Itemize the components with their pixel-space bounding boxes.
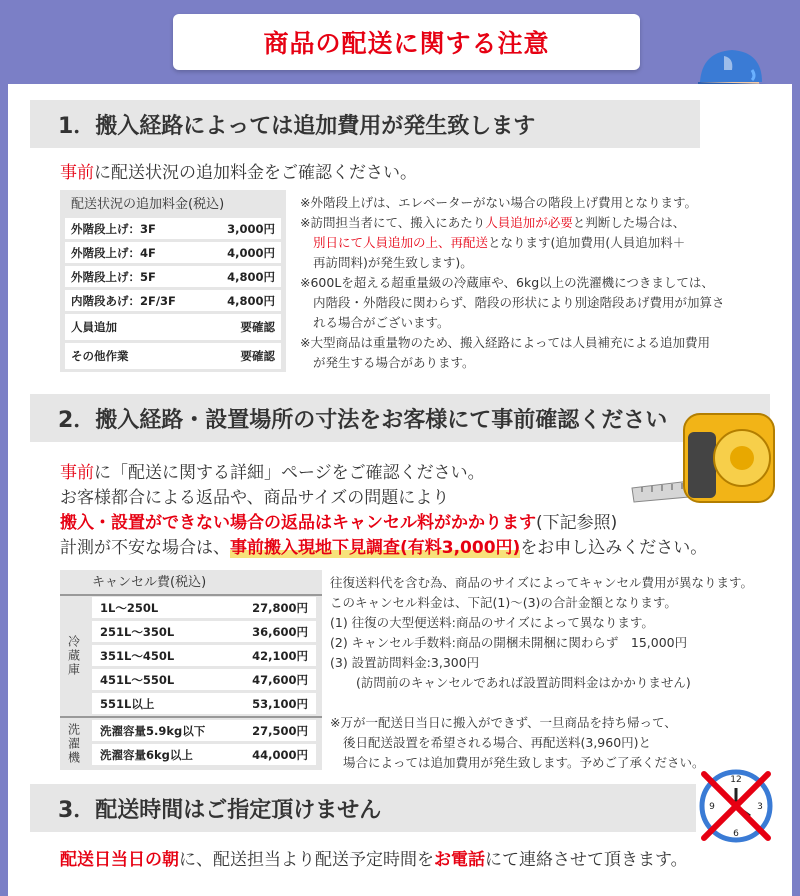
section2-line1 bbox=[60, 458, 485, 483]
row-label: 外階段上げ：5F bbox=[71, 269, 156, 284]
note-text: となります(追加費用(人員追加料＋ bbox=[488, 235, 686, 250]
row-label: 251L〜350L bbox=[100, 624, 175, 639]
note-line: 往復送料代を含む為、商品のサイズによってキャンセル費用が異なります。 bbox=[330, 575, 754, 590]
note-line: (訪問前のキャンセルであれば設置訪問料金はかかりません) bbox=[356, 675, 691, 690]
row-value: 53,100円 bbox=[252, 696, 308, 711]
row-label: 451L〜550L bbox=[100, 672, 175, 687]
table-divider bbox=[60, 594, 322, 596]
svg-text:12: 12 bbox=[730, 775, 742, 785]
row-label: 洗濯容量5.9kg以下 bbox=[100, 723, 206, 738]
table-divider bbox=[60, 716, 322, 718]
section3-line bbox=[60, 845, 688, 870]
row-label: 外階段上げ：3F bbox=[71, 221, 156, 236]
note-text: と判断した場合は、 bbox=[572, 215, 686, 230]
row-label: 内階段あげ：2F/3F bbox=[71, 293, 176, 308]
note-line: 再訪問料)が発生致します)。 bbox=[313, 255, 473, 270]
svg-text:6: 6 bbox=[733, 829, 739, 839]
section1-lead bbox=[60, 158, 417, 183]
row-value: 3,000円 bbox=[227, 221, 275, 236]
table-row bbox=[92, 645, 316, 666]
note-line: 場合によっては追加費用が発生致します。予めご了承ください。 bbox=[343, 755, 705, 770]
note-emphasis: 別日にて人員追加の上、再配送 bbox=[313, 235, 489, 250]
note-line bbox=[300, 213, 725, 233]
row-label: 人員追加 bbox=[71, 320, 117, 334]
note-line: このキャンセル料金は、下記(1)〜(3)の合計金額となります。 bbox=[330, 595, 677, 610]
line-text: にて連絡させて頂きます。 bbox=[485, 850, 688, 870]
section1-lead-emphasis: 事前 bbox=[60, 163, 94, 183]
line-emphasis: 配送日当日の朝 bbox=[60, 850, 179, 870]
extra-fee-table-header: 配送状況の追加料金(税込) bbox=[71, 197, 225, 212]
row-value: 要確認 bbox=[240, 349, 275, 363]
note-line: ※万が一配送日当日に搬入ができず、一旦商品を持ち帰って、 bbox=[330, 715, 677, 730]
row-label: 351L〜450L bbox=[100, 648, 175, 663]
line-emphasis: お電話 bbox=[434, 850, 485, 870]
section2-line3 bbox=[60, 508, 617, 533]
row-value: 4,800円 bbox=[227, 293, 275, 308]
line-emphasis: 事前搬入現地下見調査(有料3,000円) bbox=[230, 538, 521, 558]
group-label-washer: 洗濯機 bbox=[66, 723, 81, 765]
note-text: ※訪問担当者にて、搬入にあたり bbox=[300, 215, 486, 230]
line-text: (下記参照) bbox=[536, 513, 618, 533]
row-label: 洗濯容量6kg以上 bbox=[100, 747, 193, 762]
section2-line2: お客様都合による返品や、商品サイズの問題により bbox=[60, 488, 450, 508]
table-row bbox=[65, 218, 281, 239]
table-row bbox=[92, 693, 316, 714]
note-line: 後日配送設置を希望される場合、再配送料(3,960円)と bbox=[343, 735, 652, 750]
section2-heading-text: 2．搬入経路・設置場所の寸法をお客様にて事前確認ください bbox=[58, 407, 668, 433]
table-row bbox=[92, 744, 316, 765]
svg-text:3: 3 bbox=[757, 802, 763, 812]
note-line: が発生する場合があります。 bbox=[313, 355, 475, 370]
row-value: 44,000円 bbox=[252, 747, 308, 762]
section2-redelivery-notes bbox=[330, 713, 705, 773]
row-label: 外階段上げ：4F bbox=[71, 245, 156, 260]
cancel-fee-table bbox=[60, 570, 322, 770]
section1-notes bbox=[300, 193, 725, 373]
note-line: (1) 往復の大型便送料:商品のサイズによって異なります。 bbox=[330, 615, 654, 630]
row-value: 4,800円 bbox=[227, 269, 275, 284]
note-line: ※外階段上げは、エレベーターがない場合の階段上げ費用となります。 bbox=[300, 195, 697, 210]
section1-lead-text: に配送状況の追加料金をご確認ください。 bbox=[94, 163, 417, 183]
note-line: ※600Lを超える超重量級の冷蔵庫や、6kg以上の洗濯機につきましては、 bbox=[300, 275, 714, 290]
table-row bbox=[92, 720, 316, 741]
group-label-fridge: 冷蔵庫 bbox=[66, 635, 81, 677]
section1-heading bbox=[30, 100, 700, 148]
table-row bbox=[65, 266, 281, 287]
row-value: 4,000円 bbox=[227, 245, 275, 260]
svg-text:9: 9 bbox=[709, 802, 715, 812]
line-text: に「配送に関する詳細」ページをご確認ください。 bbox=[94, 463, 485, 483]
table-row bbox=[92, 621, 316, 642]
table-row bbox=[65, 314, 281, 340]
section2-line4 bbox=[60, 533, 707, 558]
row-value: 47,600円 bbox=[252, 672, 308, 687]
section3-heading bbox=[30, 784, 696, 832]
row-value: 42,100円 bbox=[252, 648, 308, 663]
table-row bbox=[65, 290, 281, 311]
title-banner bbox=[173, 14, 640, 70]
crossed-clock-icon bbox=[696, 766, 776, 846]
note-emphasis: 人員追加が必要 bbox=[485, 215, 573, 230]
extra-fee-table bbox=[60, 190, 286, 372]
note-line: (2) キャンセル手数料:商品の開梱未開梱に関わらず 15,000円 bbox=[330, 635, 688, 650]
note-line: 内階段・外階段に関わらず、階段の形状により別途階段あげ費用が加算さ bbox=[313, 295, 725, 310]
row-label: 551L以上 bbox=[100, 696, 155, 711]
table-row bbox=[92, 597, 316, 618]
table-row bbox=[92, 669, 316, 690]
row-label: 1L〜250L bbox=[100, 600, 159, 615]
tape-measure-icon bbox=[628, 410, 778, 505]
row-value: 要確認 bbox=[240, 320, 275, 334]
table-row bbox=[65, 242, 281, 263]
line-text: 計測が不安な場合は、 bbox=[60, 538, 230, 558]
cancel-fee-table-header: キャンセル費(税込) bbox=[92, 575, 207, 590]
note-line: (3) 設置訪問料金:3,300円 bbox=[330, 655, 480, 670]
note-line: ※大型商品は重量物のため、搬入経路によっては人員補充による追加費用 bbox=[300, 335, 710, 350]
line-text: に、配送担当より配送予定時間を bbox=[179, 850, 434, 870]
line-emphasis: 事前 bbox=[60, 463, 94, 483]
section3-heading-text: 3．配送時間はご指定頂けません bbox=[58, 797, 382, 823]
row-value: 36,600円 bbox=[252, 624, 308, 639]
section2-cancel-notes bbox=[330, 573, 753, 693]
page-title: 商品の配送に関する注意 bbox=[263, 29, 550, 58]
row-value: 27,800円 bbox=[252, 600, 308, 615]
row-value: 27,500円 bbox=[252, 723, 308, 738]
line-emphasis: 搬入・設置ができない場合の返品はキャンセル料がかかります bbox=[60, 513, 536, 533]
line-text: をお申し込みください。 bbox=[520, 538, 708, 558]
row-label: その他作業 bbox=[71, 349, 129, 363]
table-row bbox=[65, 343, 281, 369]
note-line: れる場合がございます。 bbox=[313, 315, 450, 330]
note-line bbox=[300, 233, 725, 253]
section1-heading-text: 1．搬入経路によっては追加費用が発生致します bbox=[58, 113, 536, 139]
